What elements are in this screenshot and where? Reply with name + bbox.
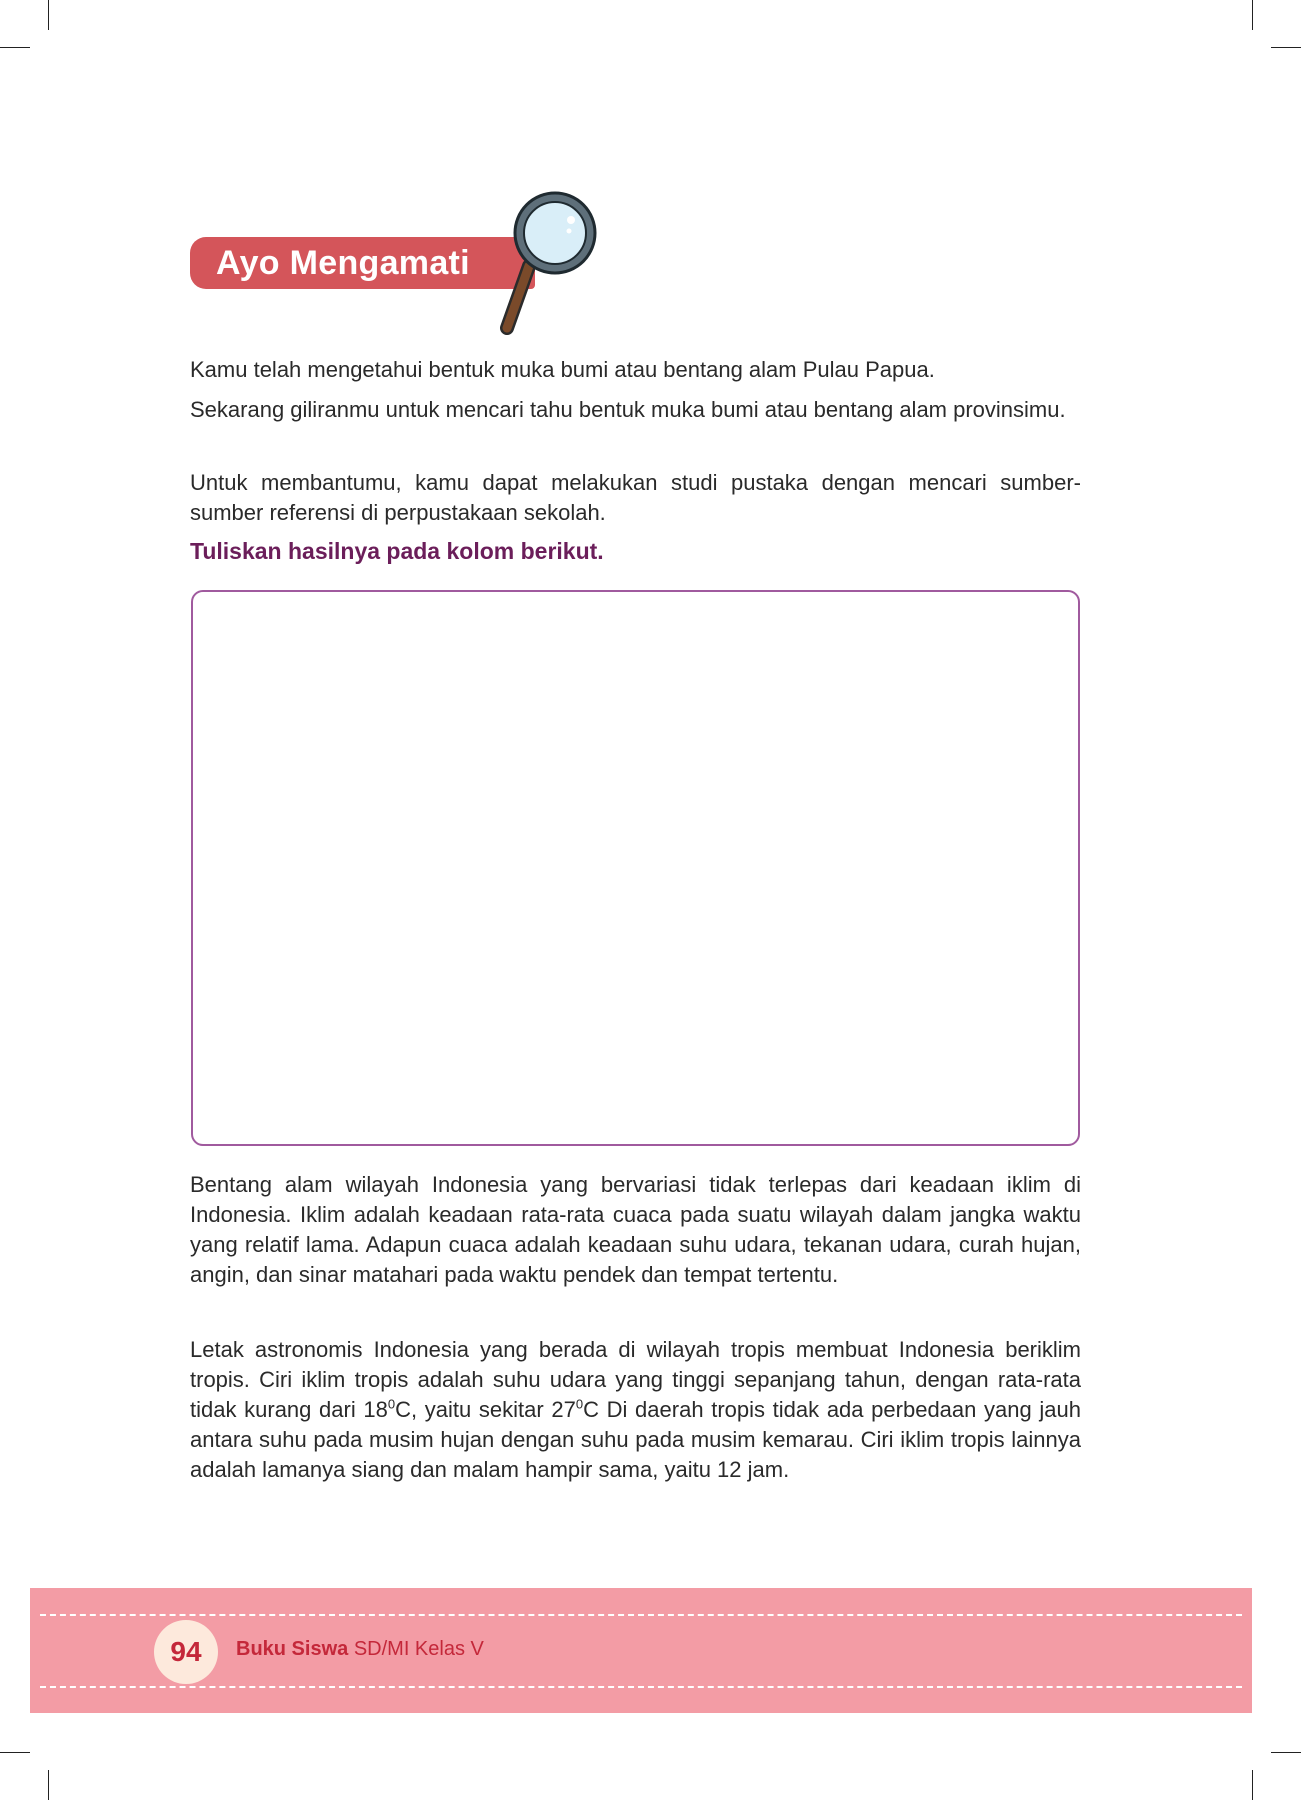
instruction-text: Tuliskan hasilnya pada kolom berikut.	[190, 538, 604, 564]
crop-mark	[48, 1770, 49, 1800]
page-number: 94	[154, 1620, 218, 1684]
footer-dashed-line	[40, 1686, 1242, 1688]
book-title: Buku Siswa SD/MI Kelas V	[236, 1638, 484, 1660]
section-title: Ayo Mengamati	[216, 244, 470, 282]
crop-mark	[0, 47, 30, 48]
crop-mark	[1252, 0, 1253, 30]
section-title-banner	[190, 237, 535, 289]
intro-paragraph-1: Kamu telah mengetahui bentuk muka bumi atau bentang alam Pulau Papua.	[190, 357, 935, 382]
magnifying-glass-icon	[495, 190, 605, 340]
superscript: 0	[575, 1396, 584, 1412]
intro-paragraph-2: Sekarang giliranmu untuk mencari tahu bentuk muka bumi atau bentang alam provinsimu.	[190, 397, 1066, 422]
crop-mark	[1271, 47, 1301, 48]
crop-mark	[48, 0, 49, 30]
body-paragraph-2: Letak astronomis Indonesia yang berada di wilayah tropis membuat Indonesia beriklim tropis. Ciri iklim tropis adalah suhu udara yang tinggi sepanjang tahun, dengan rata-rata tidak kurang dari $18^0C$, yaitu sekitar $27^0C$ Di daerah tropis tidak ada perbedaan yang jauh antara suhu pada musim hujan dengan suhu pada musim kemarau. Ciri iklim tropis lainnya adalah lamanya siang dan malam hampir sama, yaitu 12 jam.	[190, 1337, 1082, 1482]
footer-dashed-line	[40, 1614, 1242, 1616]
answer-box[interactable]	[191, 590, 1080, 1146]
page-footer	[30, 1588, 1252, 1713]
crop-mark	[1271, 1752, 1301, 1753]
body-paragraph-1: Bentang alam wilayah Indonesia yang bervariasi tidak terlepas dari keadaan iklim di Indonesia. Iklim adalah keadaan rata-rata cuaca pada suatu wilayah dalam jangka waktu yang relatif lama. Adapun cuaca adalah keadaan suhu udara, tekanan udara, curah hujan, angin, dan sinar matahari pada waktu pendek dan tempat tertentu.	[190, 1172, 1081, 1287]
superscript: 0	[387, 1396, 396, 1412]
crop-mark	[1252, 1770, 1253, 1800]
crop-mark	[0, 1752, 30, 1753]
intro-paragraph-3: Untuk membantumu, kamu dapat melakukan studi pustaka dengan mencari sumber-sumber referensi di perpustakaan sekolah.	[190, 470, 1081, 525]
